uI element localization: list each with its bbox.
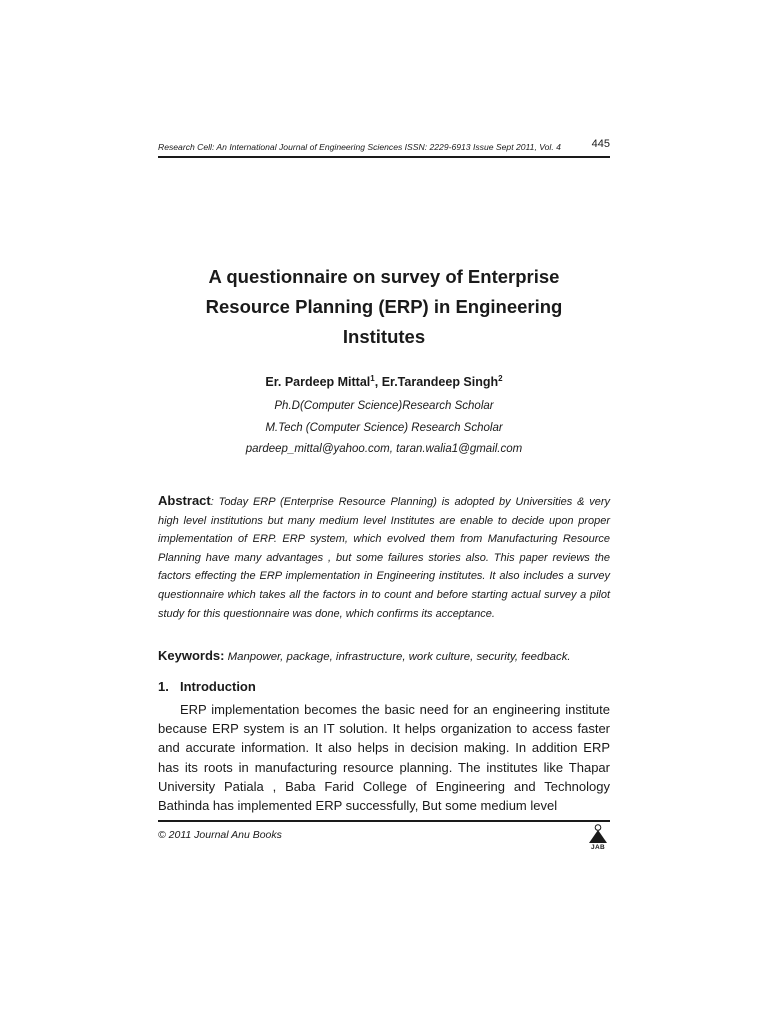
logo-text: JAB bbox=[591, 844, 605, 851]
page-number: 445 bbox=[591, 138, 610, 150]
paper-title bbox=[158, 262, 610, 352]
keywords-text: Manpower, package, infrastructure, work culture, security, feedback. bbox=[224, 651, 571, 663]
keywords-label: Keywords: bbox=[158, 648, 225, 663]
author-name: Er. Pardeep Mittal bbox=[265, 375, 371, 390]
journal-header: Research Cell: An International Journal of Engineering Sciences ISSN: 2229-6913 Issue Sept 2011, Vol. 4 bbox=[158, 142, 561, 152]
pyramid-icon bbox=[586, 824, 610, 844]
paper-page bbox=[158, 0, 610, 1024]
author-superscript: 1 bbox=[370, 374, 375, 383]
section-title: Introduction bbox=[180, 679, 256, 694]
author-emails: pardeep_mittal@yahoo.com, taran.walia1@gmail.com bbox=[245, 443, 523, 455]
publisher-logo bbox=[586, 824, 610, 850]
author-superscript: 2 bbox=[498, 374, 503, 383]
section-heading bbox=[158, 679, 256, 694]
abstract-label: Abstract bbox=[158, 493, 211, 508]
affiliation: Ph.D(Computer Science)Research Scholar bbox=[274, 400, 494, 412]
title-line: A questionnaire on survey of Enterprise bbox=[208, 266, 560, 287]
title-line: Institutes bbox=[342, 326, 426, 347]
abstract-colon: : bbox=[210, 496, 219, 508]
title-line: Resource Planning (ERP) in Engineering bbox=[205, 296, 563, 317]
abstract-text: Today ERP (Enterprise Resource Planning) is adopted by Universities & very high level institutions but many medium level Institutes are enable to decide upon proper implementation of ERP. ERP system, which evolved them from Manufacturing Resource Planning have many advantages , but some failures stories also. This paper reviews the factors effecting the ERP implementation in Engineering institutes. It also includes a survey questionnaire which takes all the factors in to count and before starting actual survey a pilot study for this questionnaire was done, which confirms its acceptance. bbox=[158, 496, 610, 620]
running-header bbox=[158, 138, 610, 158]
affiliation: M.Tech (Computer Science) Research Scholar bbox=[265, 422, 503, 434]
keywords bbox=[158, 648, 610, 663]
section-body: ERP implementation becomes the basic need for an engineering institute because ERP system is an IT solution. It helps organization to access faster and accurate information. It also helps in decision making. In addition ERP has its roots in manufacturing resource planning. The institutes like Thapar University Patiala , Baba Farid College of Engineering and Technology Bathinda has implemented ERP successfully, But some medium level bbox=[158, 702, 610, 814]
copyright: © 2011 Journal Anu Books bbox=[158, 829, 282, 841]
section-number: 1. bbox=[158, 679, 169, 694]
author-separator: , bbox=[374, 375, 382, 390]
author-name: Er.Tarandeep Singh bbox=[381, 375, 499, 390]
header-rule bbox=[158, 156, 610, 158]
author-list bbox=[158, 374, 610, 389]
abstract bbox=[158, 492, 610, 623]
footer-rule bbox=[158, 820, 610, 822]
